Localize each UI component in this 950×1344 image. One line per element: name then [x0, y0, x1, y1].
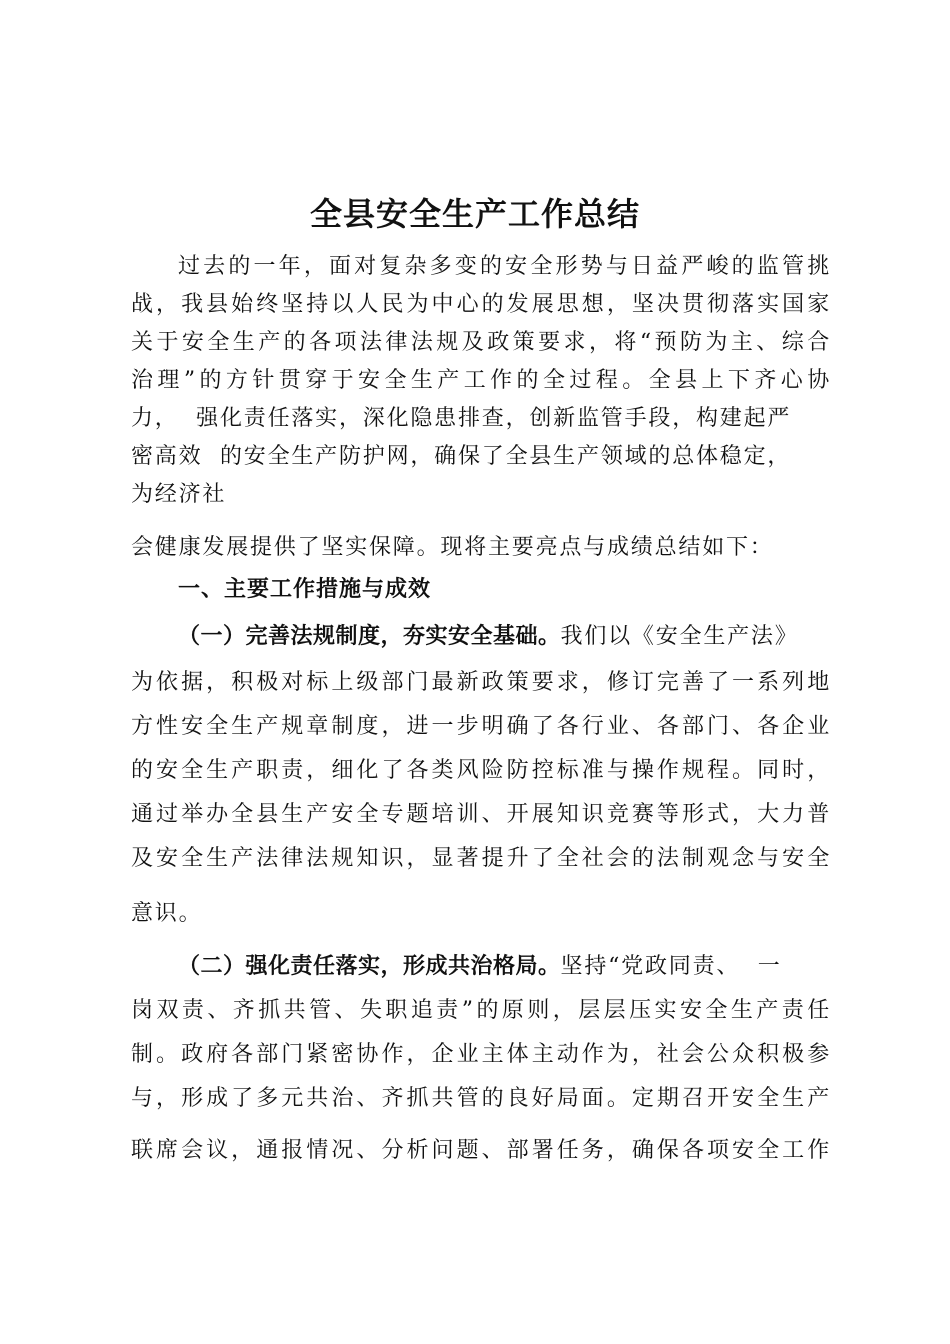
item1-line-2: 为依据，积极对标上级部门最新政策要求，修订完善了一系列地 [131, 670, 831, 695]
intro-line-5: 力， 强化责任落实，深化隐患排查，创新监管手段，构建起严 [131, 406, 792, 431]
item2-line-5: 联席会议，通报情况、分析问题、部署任务，确保各项安全工作 [131, 1138, 831, 1163]
intro-line-6: 密高效 的安全生产防护网，确保了全县生产领域的总体稳定， [131, 444, 792, 469]
intro-line-2: 战，我县始终坚持以人民为中心的发展思想，坚决贯彻落实国家 [131, 292, 831, 317]
item2-lead: （二）强化责任落实，形成共治格局。 [178, 954, 561, 979]
intro-line-8: 会健康发展提供了坚实保障。现将主要亮点与成绩总结如下： [131, 535, 774, 560]
document-title: 全县安全生产工作总结 [309, 195, 640, 233]
item1-first-line-rest: 我们以《安全生产法》 [560, 624, 799, 649]
item2-line-3: 制。政府各部门紧密协作，企业主体主动作为，社会公众积极参 [131, 1042, 831, 1067]
section-heading: 一、主要工作措施与成效 [178, 577, 432, 602]
item1-line-3: 方性安全生产规章制度，进一步明确了各行业、各部门、各企业 [131, 714, 831, 739]
intro-line-4: 治理”的方针贯穿于安全生产工作的全过程。全县上下齐心协 [131, 368, 831, 393]
intro-line-7: 为经济社 [131, 482, 227, 507]
item1-line-4: 的安全生产职责，细化了各类风险防控标准与操作规程。同时， [131, 758, 831, 783]
item1-line-6: 及安全生产法律法规知识，显著提升了全社会的法制观念与安全 [131, 846, 831, 871]
item2-first-line-rest: 坚持“党政同责、 一 [560, 954, 782, 979]
item1-lead: （一）完善法规制度，夯实安全基础。 [178, 624, 561, 649]
intro-line-3: 关于安全生产的各项法律法规及政策要求，将“预防为主、综合 [131, 330, 831, 355]
item1-line-7: 意识。 [131, 901, 203, 926]
item2-line-2: 岗双责、齐抓共管、失职追责”的原则，层层压实安全生产责任 [131, 998, 831, 1023]
item2-first-line [178, 952, 831, 982]
item1-line-5: 通过举办全县生产安全专题培训、开展知识竞赛等形式，大力普 [131, 802, 831, 827]
item1-first-line [178, 622, 831, 652]
item2-line-4: 与，形成了多元共治、齐抓共管的良好局面。定期召开安全生产 [131, 1086, 831, 1111]
intro-line-1: 过去的一年，面对复杂多变的安全形势与日益严峻的监管挑 [178, 254, 831, 279]
